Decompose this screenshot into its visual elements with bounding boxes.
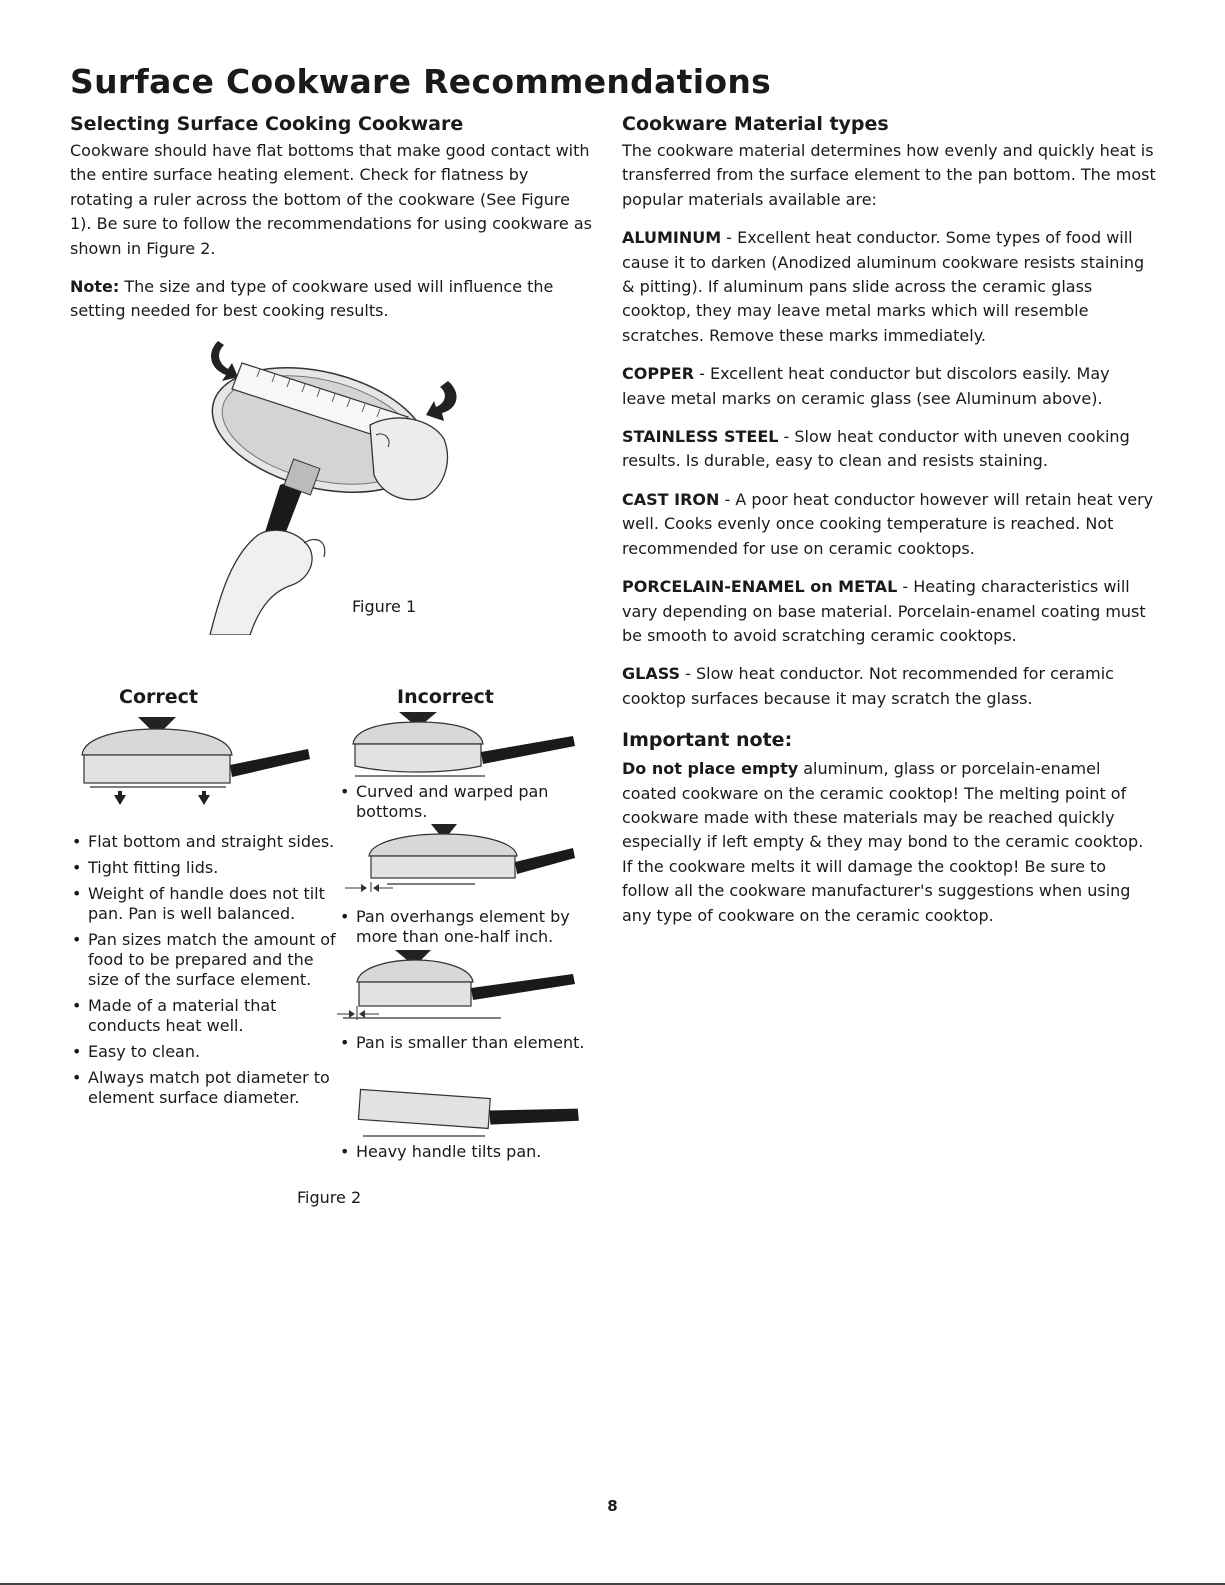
material-copper <box>622 362 1157 411</box>
incorrect-item-2: • Pan overhangs element by more than one-half inch. <box>338 907 614 947</box>
important-text: aluminum, glass or porcelain-enamel coated cookware on the ceramic cooktop! The melting point of cookware made with these materials may be reached quickly especially if left empty & they may bond to the ceramic cooktop. If the cookware melts it will damage the cooktop! Be sure to follow all the cookware manufacturer's suggestions when using any type of cookware on the ceramic cooktop. <box>622 759 1144 925</box>
material-name: PORCELAIN-ENAMEL on METAL <box>622 577 898 597</box>
page-number: 8 <box>607 1497 618 1515</box>
incorrect-item-4: • Heavy handle tilts pan. <box>338 1142 596 1162</box>
selecting-heading: Selecting Surface Cooking Cookware <box>70 113 464 135</box>
note-text: The size and type of cookware used will influence the setting needed for best cooking results. <box>70 277 554 321</box>
important-bold: Do not place empty <box>622 759 799 779</box>
incorrect-pan-smaller <box>335 948 585 1028</box>
material-aluminum <box>622 226 1157 348</box>
material-castiron <box>622 488 1157 561</box>
important-paragraph <box>622 757 1157 928</box>
correct-list-wrap <box>70 832 340 1114</box>
material-text: - Slow heat conductor with uneven cooking results. Is durable, easy to clean and resists staining. <box>622 427 1130 471</box>
material-glass <box>622 662 1157 711</box>
correct-label: Correct <box>119 686 198 708</box>
incorrect-label: Incorrect <box>397 686 494 708</box>
material-heading: Cookware Material types <box>622 113 889 135</box>
material-text: - A poor heat conductor however will retain heat very well. Cooks evenly once cooking temperature is reached. Not recommended for use on ceramic cooktops. <box>622 489 1154 558</box>
material-name: CAST IRON <box>622 489 720 509</box>
list-item: • Tight fitting lids. <box>70 858 340 878</box>
material-text: - Slow heat conductor. Not recommended for ceramic cooktop surfaces because it may scratch the glass. <box>622 664 1114 708</box>
right-column <box>622 113 1157 942</box>
material-name: ALUMINUM <box>622 228 722 248</box>
page-title: Surface Cookware Recommendations <box>70 62 772 101</box>
figure1-illustration <box>170 335 480 635</box>
material-text: - Heating characteristics will vary depending on base material. Porcelain-enamel coating must be smooth to avoid scratching ceramic cooktops. <box>622 577 1146 645</box>
list-item: • Made of a material that conducts heat well. <box>70 996 340 1036</box>
material-text: - Excellent heat conductor. Some types of food will cause it to darken (Anodized aluminum cookware resists staining & pitting). If aluminum pans slide across the ceramic glass cooktop, they may leave metal marks which will resemble scratches. Remove these marks immediately. <box>622 228 1145 345</box>
figure1-caption: Figure 1 <box>352 597 417 616</box>
material-porcelain <box>622 575 1157 648</box>
left-column <box>70 113 595 338</box>
note-paragraph <box>70 275 595 324</box>
incorrect-item-1: • Curved and warped pan bottoms. <box>338 782 596 822</box>
list-item: • Always match pot diameter to element surface diameter. <box>70 1068 340 1108</box>
figure2-caption: Figure 2 <box>297 1188 362 1207</box>
note-label: Note: <box>70 277 120 297</box>
material-text: - Excellent heat conductor but discolors easily. May leave metal marks on ceramic glass (see Aluminum above). <box>622 364 1110 408</box>
correct-list <box>70 832 340 1108</box>
incorrect-pan-curved <box>345 710 585 780</box>
material-intro: The cookware material determines how evenly and quickly heat is transferred from the surface element to the pan bottom. The most popular materials available are: <box>622 141 1156 209</box>
selecting-paragraph: Cookware should have flat bottoms that make good contact with the entire surface heating element. Check for flatness by rotating a ruler across the bottom of the cookware (See Figure 1). Be sure to follow the recommendations for using cookware as shown in Figure 2. <box>70 141 592 258</box>
material-name: STAINLESS STEEL <box>622 427 779 447</box>
list-item: • Flat bottom and straight sides. <box>70 832 340 852</box>
important-heading: Important note: <box>622 729 793 752</box>
material-stainless <box>622 425 1157 474</box>
incorrect-item-3: • Pan is smaller than element. <box>338 1033 596 1053</box>
material-name: GLASS <box>622 664 681 684</box>
correct-pan-illustration <box>80 715 320 805</box>
material-name: COPPER <box>622 364 695 384</box>
incorrect-pan-tilted <box>345 1084 585 1144</box>
list-item: • Weight of handle does not tilt pan. Pan is well balanced. <box>70 884 340 924</box>
list-item: • Easy to clean. <box>70 1042 340 1062</box>
list-item: • Pan sizes match the amount of food to be prepared and the size of the surface element. <box>70 930 340 990</box>
incorrect-pan-overhang <box>345 822 585 892</box>
